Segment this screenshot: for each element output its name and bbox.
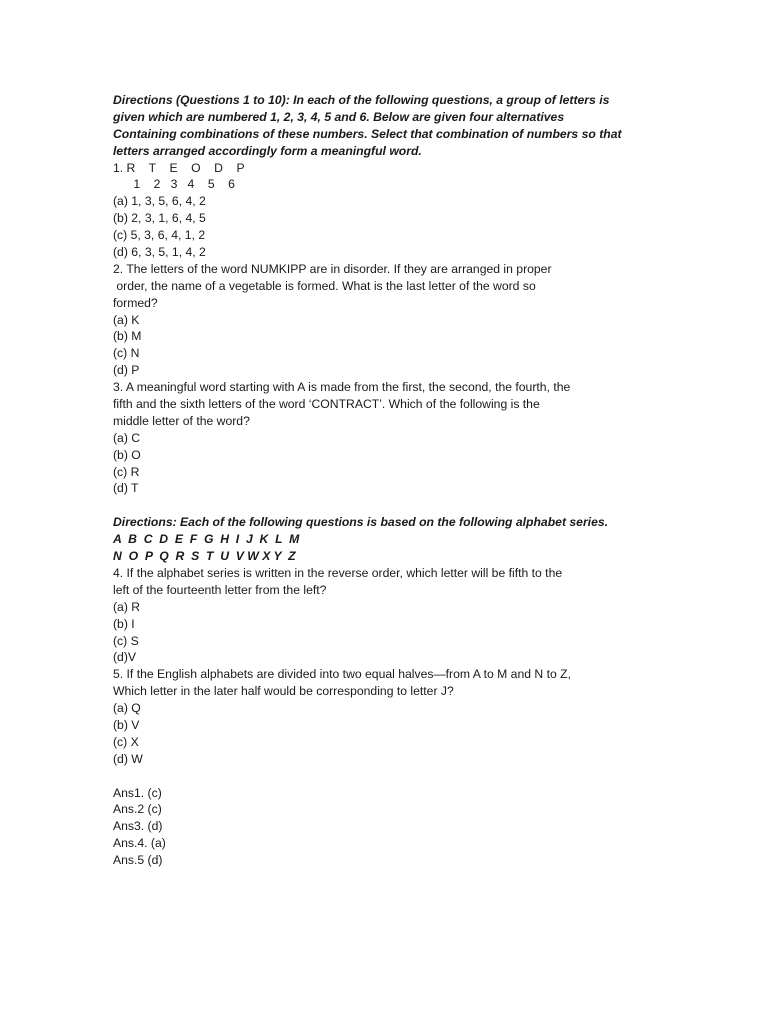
- option-d: (d) W: [113, 751, 143, 766]
- document-page: [113, 92, 653, 869]
- option-d: (d) T: [113, 481, 139, 496]
- question-5: [113, 666, 653, 767]
- question-text: middle letter of the word?: [113, 413, 250, 428]
- directions-line: letters arranged accordingly form a meaningful word.: [113, 143, 422, 158]
- question-1: [113, 160, 653, 261]
- spacer: [113, 768, 653, 785]
- option-c: (c) S: [113, 633, 139, 648]
- option-b: (b) V: [113, 717, 140, 732]
- option-a: (a) K: [113, 312, 140, 327]
- option-a: (a) C: [113, 430, 141, 445]
- question-text: left of the fourteenth letter from the left?: [113, 582, 327, 597]
- question-2: [113, 261, 653, 379]
- question-text: 3. A meaningful word starting with A is made from the first, the second, the fourth, the: [113, 380, 571, 395]
- spacer: [113, 497, 653, 514]
- alphabet-series-row-2: N O P Q R S T U V W X Y Z: [113, 549, 296, 564]
- option-d: (d) P: [113, 363, 140, 378]
- option-c: (c) 5, 3, 6, 4, 1, 2: [113, 228, 206, 243]
- question-text: 2. The letters of the word NUMKIPP are in disorder. If they are arranged in proper: [113, 261, 552, 276]
- question-text: formed?: [113, 295, 158, 310]
- directions-line: given which are numbered 1, 2, 3, 4, 5 and 6. Below are given four alternatives: [113, 109, 565, 124]
- answer-3: Ans3. (d): [113, 819, 163, 834]
- option-b: (b) M: [113, 329, 142, 344]
- option-d: (d)V: [113, 650, 137, 665]
- directions-block-1: [113, 92, 653, 160]
- option-b: (b) 2, 3, 1, 6, 4, 5: [113, 211, 206, 226]
- option-b: (b) O: [113, 447, 141, 462]
- option-b: (b) I: [113, 616, 135, 631]
- question-4: [113, 565, 653, 666]
- alphabet-series-row-1: A B C D E F G H I J K L M: [113, 532, 300, 547]
- answer-2: Ans.2 (c): [113, 802, 162, 817]
- question-text: 5. If the English alphabets are divided into two equal halves—from A to M and N to Z,: [113, 667, 571, 682]
- question-text: order, the name of a vegetable is formed. What is the last letter of the word so: [113, 278, 536, 293]
- option-a: (a) R: [113, 599, 141, 614]
- answer-1: Ans1. (c): [113, 785, 162, 800]
- directions-line: Containing combinations of these numbers. Select that combination of numbers so that: [113, 126, 622, 141]
- directions-line: Directions (Questions 1 to 10): In each of the following questions, a group of letters is: [113, 93, 610, 107]
- option-c: (c) X: [113, 734, 139, 749]
- answer-4: Ans.4. (a): [113, 836, 166, 851]
- option-c: (c) R: [113, 464, 140, 479]
- option-c: (c) N: [113, 346, 140, 361]
- question-1-letters: 1. R T E O D P: [113, 160, 245, 175]
- directions-line: Directions: Each of the following questions is based on the following alphabet series.: [113, 515, 609, 530]
- directions-block-2: [113, 514, 653, 565]
- question-text: fifth and the sixth letters of the word ‘CONTRACT’. Which of the following is the: [113, 397, 540, 412]
- question-text: 4. If the alphabet series is written in the reverse order, which letter will be fifth to the: [113, 565, 563, 580]
- option-d: (d) 6, 3, 5, 1, 4, 2: [113, 245, 206, 260]
- option-a: (a) Q: [113, 701, 141, 716]
- question-text: Which letter in the later half would be corresponding to letter J?: [113, 684, 454, 699]
- question-1-numbers: 1 2 3 4 5 6: [113, 177, 235, 192]
- question-3: [113, 379, 653, 497]
- answer-5: Ans.5 (d): [113, 853, 163, 868]
- answer-key: [113, 785, 653, 869]
- option-a: (a) 1, 3, 5, 6, 4, 2: [113, 194, 206, 209]
